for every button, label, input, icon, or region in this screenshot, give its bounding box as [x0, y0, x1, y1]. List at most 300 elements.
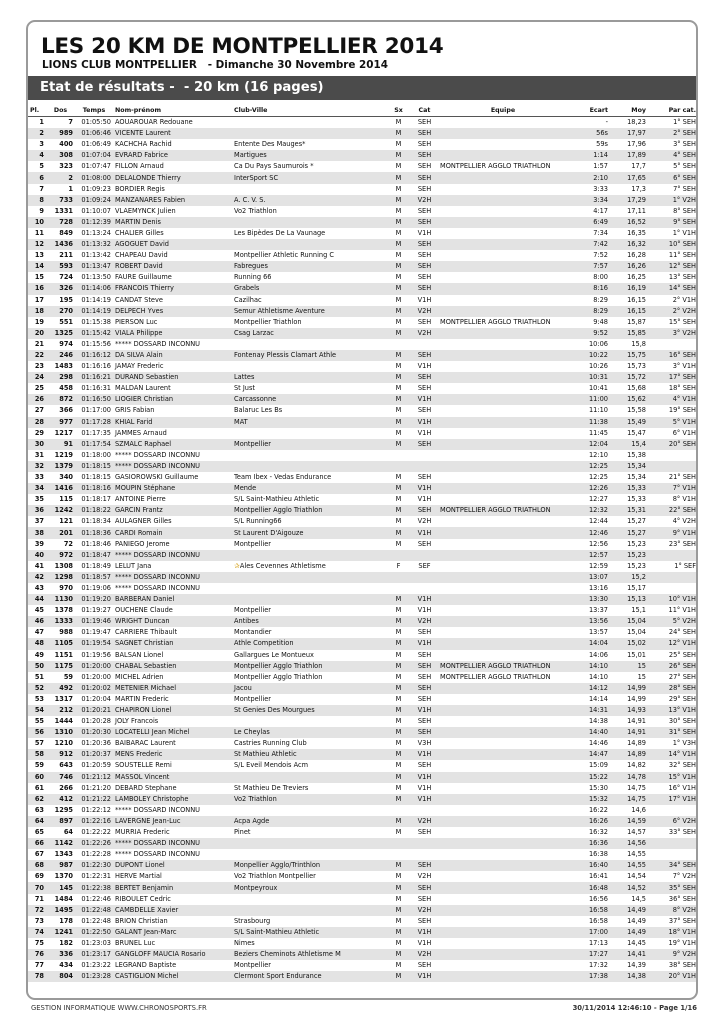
cell-gap: 16:58 [568, 905, 610, 916]
cell-sex: M [395, 694, 402, 703]
cell-speed: 16,19 [610, 283, 648, 294]
table-row [28, 361, 698, 372]
cell-place: 22 [28, 350, 46, 361]
cell-team [438, 683, 568, 694]
cell-time: 01:16:21 [75, 372, 113, 383]
cell-time: 01:10:07 [81, 206, 111, 215]
cell-speed: 15,04 [610, 616, 648, 627]
cell-club: Antibes [232, 616, 386, 627]
cell-team [438, 361, 568, 372]
cell-gap: 7:42 [568, 239, 610, 250]
cell-place: 58 [28, 749, 46, 760]
footer-page-info: 30/11/2014 12:46:10 - Page 1/16 [572, 1004, 697, 1012]
cell-place: 16 [28, 283, 46, 294]
cell-bib: 849 [59, 228, 73, 237]
cell-category: SEH [411, 239, 438, 250]
table-row [28, 749, 698, 760]
cell-place: 29 [34, 428, 44, 437]
cell-sex: M [395, 606, 402, 615]
cell-place: 36 [28, 505, 46, 516]
cell-sex: M [386, 372, 411, 383]
cell-place: 70 [28, 882, 46, 893]
cell-gap: 12:32 [568, 505, 610, 516]
cell-category-rank [648, 849, 698, 860]
cell-time: 01:18:57 [75, 572, 113, 583]
table-row [28, 317, 698, 328]
cell-category [411, 838, 438, 849]
cell-gap: 8:29 [593, 295, 608, 304]
cell-gap: 59s [596, 140, 608, 149]
cell-gap: 12:59 [588, 561, 608, 570]
cell-bib: 308 [46, 150, 75, 161]
cell-time: 01:15:38 [81, 317, 111, 326]
cell-club [232, 428, 386, 439]
cell-sex: M [395, 938, 402, 947]
cell-time: 01:20:36 [81, 739, 111, 748]
cell-place: 30 [28, 439, 46, 450]
cell-category: SEH [417, 184, 432, 193]
cell-gap: 1:14 [568, 150, 610, 161]
cell-name: BRION Christian [115, 916, 168, 925]
cell-team [438, 938, 568, 949]
table-row [28, 439, 698, 450]
cell-bib: 1483 [54, 362, 73, 371]
cell-club: Montpellier Triathlon [234, 317, 302, 326]
cell-gap: 14:10 [568, 661, 610, 672]
cell-bib: 970 [59, 583, 73, 592]
cell-bib: 1217 [54, 428, 73, 437]
cell-club: St Mathieu Athletic [232, 749, 386, 760]
table-row [28, 339, 698, 350]
cell-speed: 14,49 [610, 927, 648, 938]
cell-category: V1H [417, 362, 432, 371]
cell-name: AULAGNER Gilles [115, 517, 172, 526]
cell-sex: M [386, 505, 411, 516]
cell-gap: 11:45 [588, 428, 608, 437]
cell-time: 01:19:54 [75, 638, 113, 649]
cell-place: 5 [39, 162, 44, 171]
table-row [28, 539, 698, 550]
cell-category-rank: 14° SEH [648, 283, 698, 294]
cell-club: Semur Athletisme Aventure [232, 306, 386, 317]
cell-club: Mende [232, 483, 386, 494]
cell-category: V1H [417, 606, 432, 615]
table-row [28, 638, 698, 649]
cell-club: St Just [234, 384, 256, 393]
cell-sex: M [395, 184, 402, 193]
cell-name: MARTIN Frederic [115, 694, 169, 703]
results-band-title: Etat de résultats - - 20 km (16 pages) [28, 76, 696, 100]
cell-category-rank: 15° V1H [648, 772, 698, 783]
cell-time: 01:22:22 [81, 828, 111, 837]
page-title: LES 20 KM DE MONTPELLIER 2014 [41, 34, 444, 59]
cell-name: BERTET Benjamin [113, 882, 232, 893]
cell-category-rank: 8° V1H [672, 495, 696, 504]
cell-category: SEH [411, 172, 438, 183]
cell-name: CANDAT Steve [115, 295, 163, 304]
cell-sex [386, 572, 411, 583]
cell-time: 01:22:16 [75, 816, 113, 827]
cell-time: 01:23:03 [81, 938, 111, 947]
cell-time: 01:22:48 [75, 905, 113, 916]
cell-name: ***** DOSSARD INCONNU [113, 838, 232, 849]
cell-sex: M [386, 217, 411, 228]
cell-gap: 4:17 [593, 206, 608, 215]
cell-speed: 14,38 [610, 971, 648, 982]
cell-category-rank: 8° SEH [673, 206, 696, 215]
cell-bib: 412 [46, 794, 75, 805]
cell-gap: 11:38 [568, 417, 610, 428]
cell-category-rank: 5° SEH [673, 162, 696, 171]
cell-place: 19 [34, 317, 44, 326]
cell-category: V1H [417, 428, 432, 437]
star-icon: ✰ [234, 561, 240, 570]
cell-place: 42 [28, 572, 46, 583]
cell-category: SEH [417, 162, 432, 171]
cell-sex [386, 550, 411, 561]
cell-gap: 10:06 [588, 339, 608, 348]
cell-gap: 3:33 [593, 184, 608, 193]
cell-name: LEGRAND Baptiste [115, 961, 177, 970]
cell-category-rank: 22° SEH [648, 505, 698, 516]
cell-speed: 15,1 [631, 606, 646, 615]
cell-club: Csag Larzac [232, 328, 386, 339]
cell-team: MONTPELLIER AGGLO TRIATHLON [438, 505, 568, 516]
cell-category: SEH [411, 727, 438, 738]
cell-category: V1H [417, 938, 432, 947]
col-header-cat: Cat [411, 104, 438, 117]
cell-sex: M [386, 150, 411, 161]
cell-team [438, 239, 568, 250]
cell-team [438, 383, 568, 394]
cell-bib: 64 [63, 828, 73, 837]
cell-team [438, 250, 568, 261]
cell-bib: 912 [46, 749, 75, 760]
cell-place: 68 [28, 860, 46, 871]
cell-team [438, 572, 568, 583]
cell-team [438, 261, 568, 272]
cell-team [438, 550, 568, 561]
cell-club: Le Cheylas [232, 727, 386, 738]
cell-time: 01:17:28 [75, 417, 113, 428]
cell-gap: 12:26 [568, 483, 610, 494]
cell-category-rank: 38° SEH [668, 961, 696, 970]
table-row [28, 450, 698, 461]
cell-sex: M [386, 882, 411, 893]
cell-speed: 15,58 [627, 406, 646, 415]
cell-gap: 12:25 [588, 473, 608, 482]
cell-gap: 13:16 [588, 583, 608, 592]
cell-place: 72 [28, 905, 46, 916]
cell-club [232, 550, 386, 561]
cell-bib: 298 [46, 372, 75, 383]
cell-category: V2H [411, 616, 438, 627]
cell-name: MENS Frederic [113, 749, 232, 760]
cell-place: 56 [28, 727, 46, 738]
cell-category: SEH [417, 628, 432, 637]
cell-gap: 16:36 [568, 838, 610, 849]
cell-category-rank: 29° SEH [668, 694, 696, 703]
cell-name: GALANT Jean-Marc [113, 927, 232, 938]
cell-category [411, 849, 438, 860]
cell-speed: 16,52 [610, 217, 648, 228]
cell-sex: M [395, 273, 402, 282]
cell-place: 63 [34, 805, 44, 814]
cell-sex: M [395, 739, 402, 748]
cell-club: Vo2 Triathlon [234, 206, 277, 215]
cell-place: 28 [28, 417, 46, 428]
cell-gap: 16:22 [588, 805, 608, 814]
cell-category-rank: 1° V1H [672, 228, 696, 237]
cell-name: DA SILVA Alain [113, 350, 232, 361]
cell-name: AOUAROUAR Redouane [115, 118, 193, 127]
cell-sex: M [386, 616, 411, 627]
cell-speed: 15,01 [627, 650, 646, 659]
cell-name: SZMALC Raphael [113, 439, 232, 450]
cell-team: MONTPELLIER AGGLO TRIATHLON [440, 317, 551, 326]
cell-speed: 15,47 [627, 428, 646, 437]
cell-bib: 1378 [54, 606, 73, 615]
table-row [28, 971, 698, 982]
cell-speed: 16,32 [610, 239, 648, 250]
cell-category-rank: 7° SEH [673, 184, 696, 193]
cell-name: DELPECH Yves [113, 306, 232, 317]
cell-gap: 10:31 [568, 372, 610, 383]
cell-club [232, 339, 386, 350]
cell-team [438, 716, 568, 727]
cell-name: ANTOINE Pierre [115, 495, 166, 504]
cell-bib: 195 [59, 295, 73, 304]
cell-bib: 1343 [54, 850, 73, 859]
cell-category: SEH [417, 894, 432, 903]
cell-time: 01:06:46 [75, 128, 113, 139]
cell-team [438, 882, 568, 893]
cell-name: FAURE Guillaume [115, 273, 172, 282]
cell-team [438, 760, 568, 771]
cell-time: 01:15:56 [81, 339, 111, 348]
cell-place: 7 [39, 184, 44, 193]
cell-club: Montpellier [234, 606, 271, 615]
cell-time: 01:20:37 [75, 749, 113, 760]
cell-place: 67 [34, 850, 44, 859]
cell-time: 01:09:23 [81, 184, 111, 193]
cell-gap: 14:31 [568, 705, 610, 716]
cell-category-rank: 34° SEH [648, 860, 698, 871]
cell-speed: 14,52 [610, 882, 648, 893]
cell-category-rank: 19° SEH [668, 406, 696, 415]
table-row [28, 228, 698, 239]
cell-time: 01:23:22 [81, 961, 111, 970]
cell-place: 12 [28, 239, 46, 250]
cell-name: GASIOROWSKI Guillaume [115, 473, 199, 482]
cell-name: LIOGIER Christian [113, 394, 232, 405]
cell-category: SEH [411, 283, 438, 294]
cell-gap: 16:26 [568, 816, 610, 827]
cell-bib: 492 [46, 683, 75, 694]
table-row [28, 616, 698, 627]
cell-gap: 12:25 [568, 461, 610, 472]
cell-place: 52 [28, 683, 46, 694]
cell-bib: 72 [63, 539, 73, 548]
cell-speed: 17,7 [631, 162, 646, 171]
cell-speed: 17,89 [610, 150, 648, 161]
cell-gap: 17:38 [568, 971, 610, 982]
cell-gap: 3:34 [568, 195, 610, 206]
cell-category-rank: 37° SEH [668, 916, 696, 925]
cell-category: SEH [411, 350, 438, 361]
cell-team [438, 638, 568, 649]
table-row [28, 428, 698, 439]
cell-time: 01:14:19 [75, 306, 113, 317]
cell-time: 01:18:15 [75, 461, 113, 472]
cell-category-rank: 32° SEH [668, 761, 696, 770]
cell-club: S/L Saint-Mathieu Athletic [232, 927, 386, 938]
cell-name: ***** DOSSARD INCONNU [113, 461, 232, 472]
cell-club: Vo2 Triathlon [232, 794, 386, 805]
cell-sex: M [386, 816, 411, 827]
cell-place: 9 [39, 206, 44, 215]
cell-name: CASTIGLION Michel [113, 971, 232, 982]
table-row [28, 849, 698, 860]
cell-category-rank: 21° SEH [668, 473, 696, 482]
results-table-body [28, 117, 698, 983]
cell-sex: M [395, 384, 402, 393]
cell-gap: 12:27 [588, 495, 608, 504]
cell-category-rank: 8° V2H [648, 905, 698, 916]
cell-category-rank [648, 838, 698, 849]
cell-category: V1H [411, 772, 438, 783]
cell-time: 01:13:24 [81, 228, 111, 237]
cell-time: 01:18:16 [75, 483, 113, 494]
cell-name: DELALONDE Thierry [113, 172, 232, 183]
cell-speed: 14,49 [627, 916, 646, 925]
cell-gap: 14:40 [568, 727, 610, 738]
cell-category: SEH [417, 828, 432, 837]
cell-category-rank: 25° SEH [668, 650, 696, 659]
cell-time: 01:17:00 [81, 406, 111, 415]
cell-bib: 1241 [46, 927, 75, 938]
cell-bib: 746 [46, 772, 75, 783]
cell-category-rank: 5° V2H [648, 616, 698, 627]
cell-category: V1H [411, 638, 438, 649]
cell-bib: 7 [68, 118, 73, 127]
cell-place: 33 [34, 473, 44, 482]
cell-team [438, 705, 568, 716]
cell-bib: 1 [68, 184, 73, 193]
cell-name: WRIGHT Duncan [113, 616, 232, 627]
cell-bib: 323 [59, 162, 73, 171]
cell-time: 01:21:20 [81, 783, 111, 792]
cell-speed: 15,4 [610, 439, 648, 450]
cell-sex: M [395, 206, 402, 215]
cell-bib: 91 [46, 439, 75, 450]
cell-place: 24 [28, 372, 46, 383]
cell-gap: 7:57 [568, 261, 610, 272]
cell-name: MURRIA Frederic [115, 828, 170, 837]
cell-speed: 14,41 [610, 949, 648, 960]
table-row [28, 206, 698, 217]
cell-category: SEH [417, 118, 432, 127]
cell-bib: 458 [59, 384, 73, 393]
results-table [28, 104, 698, 982]
cell-gap: 10:41 [588, 384, 608, 393]
cell-gap: 1:57 [593, 162, 608, 171]
cell-team [438, 772, 568, 783]
cell-club: Montandier [234, 628, 272, 637]
cell-time: 01:21:22 [75, 794, 113, 805]
col-header-nom: Nom-prénom [113, 104, 232, 117]
cell-club [232, 838, 386, 849]
cell-place: 11 [34, 228, 44, 237]
cell-club [232, 184, 386, 195]
cell-category: SEH [417, 539, 432, 548]
cell-name: MASSOL Vincent [113, 772, 232, 783]
cell-name: GARCIN Frantz [113, 505, 232, 516]
cell-place: 38 [28, 527, 46, 538]
cell-sex: M [386, 417, 411, 428]
cell-name: JOLY Francois [115, 717, 159, 726]
cell-sex: M [395, 473, 402, 482]
cell-club: Grabels [232, 283, 386, 294]
cell-gap: 17:27 [568, 949, 610, 960]
cell-time: 01:22:12 [81, 805, 111, 814]
cell-category-rank: 11° V1H [668, 606, 696, 615]
cell-name: CAMBDELLE Xavier [113, 905, 232, 916]
cell-place: 23 [34, 362, 44, 371]
cell-category: V1H [411, 527, 438, 538]
cell-bib: 121 [59, 517, 73, 526]
cell-team [438, 417, 568, 428]
cell-club: Fabregues [232, 261, 386, 272]
cell-category-rank: 3° V2H [648, 328, 698, 339]
cell-category-rank: 30° SEH [668, 717, 696, 726]
table-row [28, 306, 698, 317]
cell-category-rank: 9° V1H [648, 527, 698, 538]
cell-sex: M [386, 306, 411, 317]
cell-speed: 15,8 [631, 339, 646, 348]
cell-time: 01:20:04 [81, 694, 111, 703]
cell-category: SEH [417, 916, 432, 925]
table-row [28, 383, 698, 394]
cell-team [438, 539, 568, 550]
cell-gap: 12:10 [588, 450, 608, 459]
cell-bib: 1416 [46, 483, 75, 494]
table-row [28, 550, 698, 561]
cell-category: SEH [411, 860, 438, 871]
cell-category-rank [648, 805, 698, 816]
cell-category-rank: 2° V2H [648, 306, 698, 317]
cell-gap: 2:10 [568, 172, 610, 183]
table-row [28, 905, 698, 916]
cell-sex: M [386, 638, 411, 649]
cell-sex: M [386, 905, 411, 916]
cell-speed: 15 [610, 661, 648, 672]
page-subtitle: LIONS CLUB MONTPELLIER - Dimanche 30 Novembre 2014 [42, 59, 388, 71]
table-row [28, 661, 698, 672]
cell-place: 47 [34, 628, 44, 637]
cell-name: GRIS Fabian [115, 406, 155, 415]
footer-credit: GESTION INFORMATIQUE WWW.CHRONOSPORTS.FR [31, 1004, 207, 1012]
cell-category-rank: 13° SEH [668, 273, 696, 282]
cell-sex: M [395, 118, 402, 127]
cell-team [438, 339, 568, 350]
cell-club [232, 849, 386, 860]
cell-team [438, 783, 568, 794]
cell-category: V2H [411, 306, 438, 317]
cell-sex: M [386, 661, 411, 672]
cell-speed: 14,49 [610, 905, 648, 916]
table-row [28, 350, 698, 361]
